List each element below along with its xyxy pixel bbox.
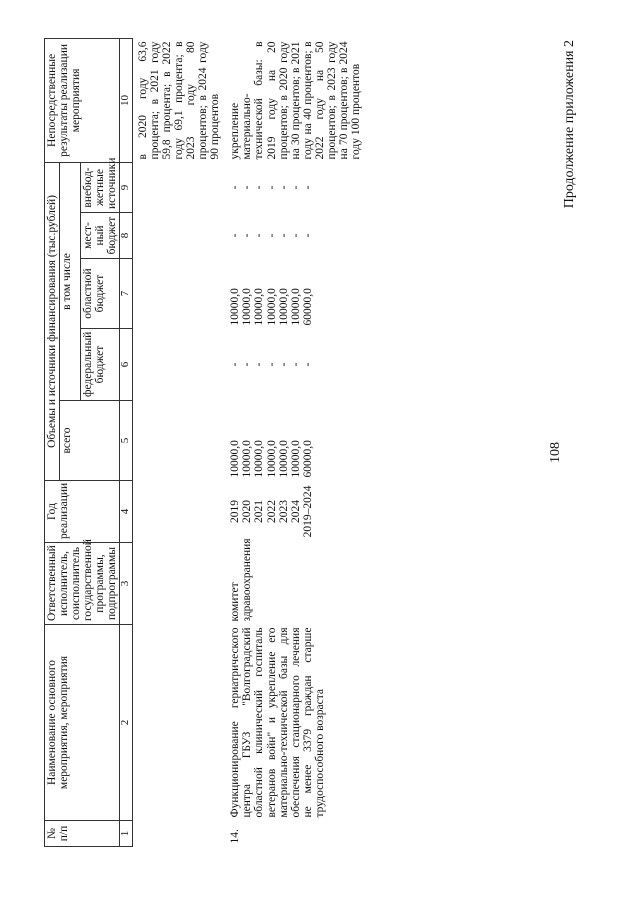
- regional-value: 10000,0: [229, 288, 242, 326]
- column-index-row: [120, 38, 133, 846]
- local-value: -: [241, 233, 254, 238]
- extrabudget-value: -: [265, 185, 278, 190]
- extrabudget-value: -: [301, 185, 314, 190]
- header-executor: Ответственный исполнитель, соисполнитель государственной программы, подпрограммы: [45, 543, 120, 625]
- federal-value: -: [241, 362, 254, 367]
- header-results: Непосредственные результаты реализации мероприятия: [45, 38, 120, 162]
- page-number: 108: [548, 442, 563, 463]
- expected-results: укрепление материально-технической базы: в 2019 году на 20 процентов; в 2020 году на 30 процентов; в 2021 году на 40 процентов; в 2022 году на 50 процентов; в 2023 году на 70 процентов; в 2024 году 100 процентов: [229, 41, 362, 160]
- total-value: 10000,0: [253, 440, 266, 478]
- col-index: 4: [120, 481, 133, 543]
- federal-list: [225, 329, 366, 401]
- extrabudget-value: -: [241, 185, 254, 190]
- year: 2023: [277, 500, 290, 523]
- col-index: 8: [120, 213, 133, 259]
- header-extrabudget: внебюд-жетные источники: [81, 162, 120, 212]
- header-local: мест-ный бюджет: [81, 213, 120, 259]
- funding-table: [44, 38, 366, 847]
- header-federal: федеральный бюджет: [81, 329, 120, 401]
- row-number: 14.: [229, 829, 242, 844]
- header-name: Наименование основного мероприятия, мероприятия: [45, 625, 120, 821]
- col-index: 2: [120, 625, 133, 821]
- regional-value: 60000,0: [301, 288, 314, 326]
- total-value: 10000,0: [277, 440, 290, 478]
- regional-value: 10000,0: [265, 288, 278, 326]
- col-index: 1: [120, 821, 133, 847]
- federal-value: -: [277, 362, 290, 367]
- regional-value: 10000,0: [277, 288, 290, 326]
- local-list: [225, 213, 366, 259]
- table-row-continued: [132, 38, 225, 846]
- year: 2022: [265, 500, 278, 523]
- year: 2024: [289, 500, 302, 523]
- header-including: в том числе: [60, 162, 81, 400]
- local-value: -: [265, 233, 278, 238]
- extrabudget-value: -: [253, 185, 266, 190]
- header-row-1: [45, 38, 60, 846]
- extrabudget-list: [225, 162, 366, 212]
- local-value: -: [277, 233, 290, 238]
- federal-value: -: [265, 362, 278, 367]
- year: 2019: [229, 500, 242, 523]
- regional-value: 10000,0: [253, 288, 266, 326]
- total-list: [225, 401, 366, 481]
- total-value: 10000,0: [265, 440, 278, 478]
- year: 2021: [253, 500, 266, 523]
- col-index: 10: [120, 38, 133, 162]
- extrabudget-value: -: [277, 185, 290, 190]
- local-value: -: [253, 233, 266, 238]
- col-index: 5: [120, 401, 133, 481]
- regional-list: [225, 259, 366, 329]
- local-value: -: [229, 233, 242, 238]
- total-value: 10000,0: [289, 440, 302, 478]
- total-value: 60000,0: [301, 440, 314, 478]
- local-value: -: [301, 233, 314, 238]
- year: 2020: [241, 500, 254, 523]
- federal-value: -: [301, 362, 314, 367]
- regional-value: 10000,0: [241, 288, 254, 326]
- header-total: всего: [60, 401, 120, 481]
- federal-value: -: [253, 362, 266, 367]
- year-total: 2019–2024: [301, 485, 314, 538]
- header-year: Год реализации: [45, 481, 120, 543]
- results-continued: в 2020 году 63,6 процента; в 2021 году 59,8 процента; в 2022 году 69,1 процента; в 2023 году 80 процентов; в 2024 году 90 процентов: [136, 41, 222, 160]
- extrabudget-value: -: [289, 185, 302, 190]
- total-value: 10000,0: [241, 440, 254, 478]
- col-index: 7: [120, 259, 133, 329]
- col-index: 9: [120, 162, 133, 212]
- local-value: -: [289, 233, 302, 238]
- federal-value: -: [229, 362, 242, 367]
- continuation-label: Продолжение приложения 2: [562, 40, 577, 209]
- header-regional: областной бюджет: [81, 259, 120, 329]
- regional-value: 10000,0: [289, 288, 302, 326]
- table-row-14: [225, 38, 366, 846]
- years-list: [225, 481, 366, 543]
- responsible-executor: комитет здравоохранения: [229, 538, 254, 622]
- event-name: Функционирование гериатрического центра ГБУЗ "Волгоградский областной клинический госпиталь ветеранов войн" и укрепление его материально-технической базы для обеспечения стационарного лечения не менее 3379 граждан старше трудоспособного возраста: [229, 627, 326, 818]
- col-index: 6: [120, 329, 133, 401]
- header-number: № п/п: [45, 821, 120, 847]
- header-funding: Объемы и источники финансирования (тыс.рублей): [45, 162, 60, 480]
- extrabudget-value: -: [229, 185, 242, 190]
- total-value: 10000,0: [229, 440, 242, 478]
- federal-value: -: [289, 362, 302, 367]
- col-index: 3: [120, 543, 133, 625]
